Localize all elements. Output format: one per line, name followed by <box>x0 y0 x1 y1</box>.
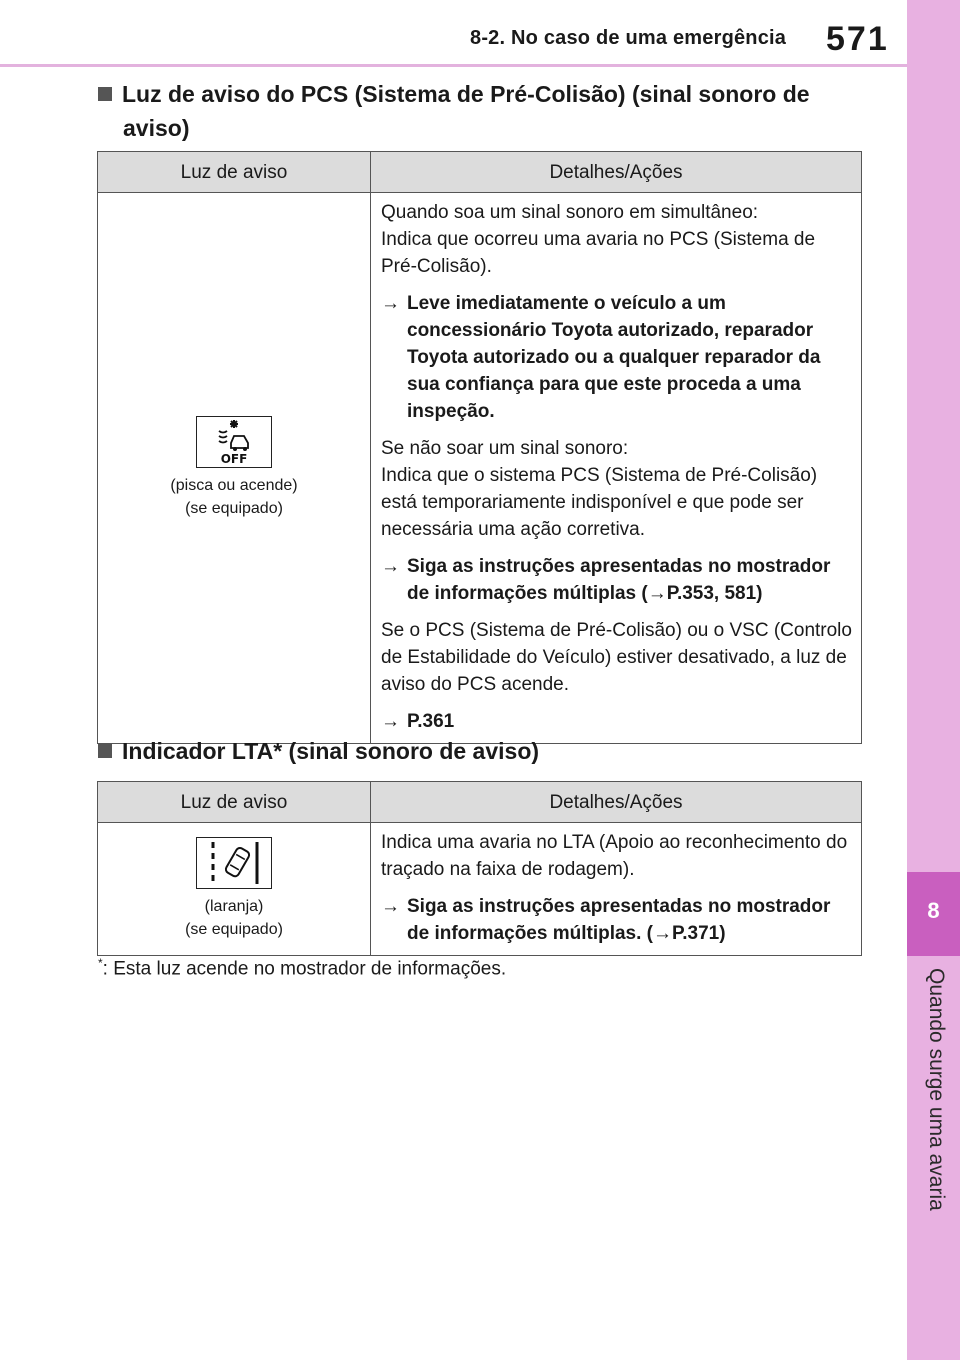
details-cell <box>371 193 862 744</box>
header-divider <box>0 64 907 67</box>
pcs-off-warning-icon <box>196 416 272 468</box>
action-text: Siga as instruções apresentadas no mostrador de informações múltiplas (→P.353, 581) <box>407 556 831 604</box>
footnote-mark: * <box>98 956 103 970</box>
icon-off-label: OFF <box>220 452 248 466</box>
warning-light-cell <box>98 193 371 744</box>
detail-paragraph-2 <box>381 435 855 543</box>
heading-text-continued: aviso) <box>123 115 190 141</box>
action-text: Siga as instruções apresentadas no mostrador de informações múltiplas. (→P.371) <box>407 896 831 944</box>
footnote <box>98 956 506 980</box>
table-header-row <box>98 782 862 823</box>
heading-text: Luz de aviso do PCS (Sistema de Pré-Colisão) (sinal sonoro de <box>122 81 810 107</box>
arrow-right-icon: → <box>381 896 400 917</box>
action-item-1 <box>381 290 855 425</box>
column-header-light: Luz de aviso <box>98 782 371 823</box>
column-header-light: Luz de aviso <box>98 152 371 193</box>
square-bullet-icon <box>98 87 112 101</box>
action-item-1 <box>381 893 855 947</box>
heading-text: Indicador LTA* (sinal sonoro de aviso) <box>122 738 540 764</box>
lta-indicator-icon <box>196 837 272 889</box>
column-header-details: Detalhes/Ações <box>371 152 862 193</box>
detail-condition-text: Quando soa um sinal sonoro em simultâneo: <box>381 202 759 223</box>
action-text: Leve imediatamente o veículo a um concessionário Toyota autorizado, reparador Toyota autorizado ou a qualquer reparador da sua confiança para que este proceda a uma inspeção. <box>407 293 821 422</box>
light-caption-state: (pisca ou acende) <box>170 477 298 494</box>
column-header-details: Detalhes/Ações <box>371 782 862 823</box>
lta-indicator-table <box>97 781 862 956</box>
table-row <box>98 823 862 956</box>
light-caption-equipped: (se equipado) <box>185 921 283 938</box>
detail-paragraph-1 <box>381 199 855 280</box>
square-bullet-icon <box>98 744 112 758</box>
action-item-2 <box>381 553 855 607</box>
page-reference-link[interactable]: P.361 <box>407 711 455 732</box>
pcs-warning-table <box>97 151 862 744</box>
footnote-text: : Esta luz acende no mostrador de informações. <box>102 958 507 980</box>
chapter-label: Quando surge uma avaria <box>925 968 948 1211</box>
arrow-right-icon: → <box>381 293 400 314</box>
page-number: 571 <box>826 20 889 58</box>
arrow-right-icon: → <box>381 556 400 577</box>
arrow-right-icon: → <box>381 711 400 732</box>
detail-meaning-text: Indica que ocorreu uma avaria no PCS (Sistema de Pré-Colisão). <box>381 229 816 277</box>
light-caption-color: (laranja) <box>204 898 264 915</box>
pcs-off-icon-graphic <box>197 417 271 467</box>
lta-icon-graphic <box>197 838 271 888</box>
details-cell <box>371 823 862 956</box>
detail-condition-text: Se não soar um sinal sonoro: <box>381 438 629 459</box>
detail-meaning-text: Indica que o sistema PCS (Sistema de Pré-Colisão) está temporariamente indisponível e que pode ser necessária uma ação corretiva. <box>381 465 818 540</box>
light-caption-equipped: (se equipado) <box>185 500 283 517</box>
chapter-number: 8 <box>927 898 940 923</box>
action-item-3 <box>381 708 855 735</box>
section-heading-lta <box>98 734 539 768</box>
table-row <box>98 193 862 744</box>
detail-paragraph-3: Se o PCS (Sistema de Pré-Colisão) ou o VSC (Controlo de Estabilidade do Veículo) estiver desativado, a luz de aviso do PCS acende. <box>381 620 852 695</box>
warning-light-cell <box>98 823 371 956</box>
table-header-row <box>98 152 862 193</box>
detail-paragraph-1: Indica uma avaria no LTA (Apoio ao reconhecimento do traçado na faixa de rodagem). <box>381 832 848 880</box>
section-title: 8-2. No caso de uma emergência <box>470 27 787 49</box>
section-heading-pcs <box>98 77 810 145</box>
